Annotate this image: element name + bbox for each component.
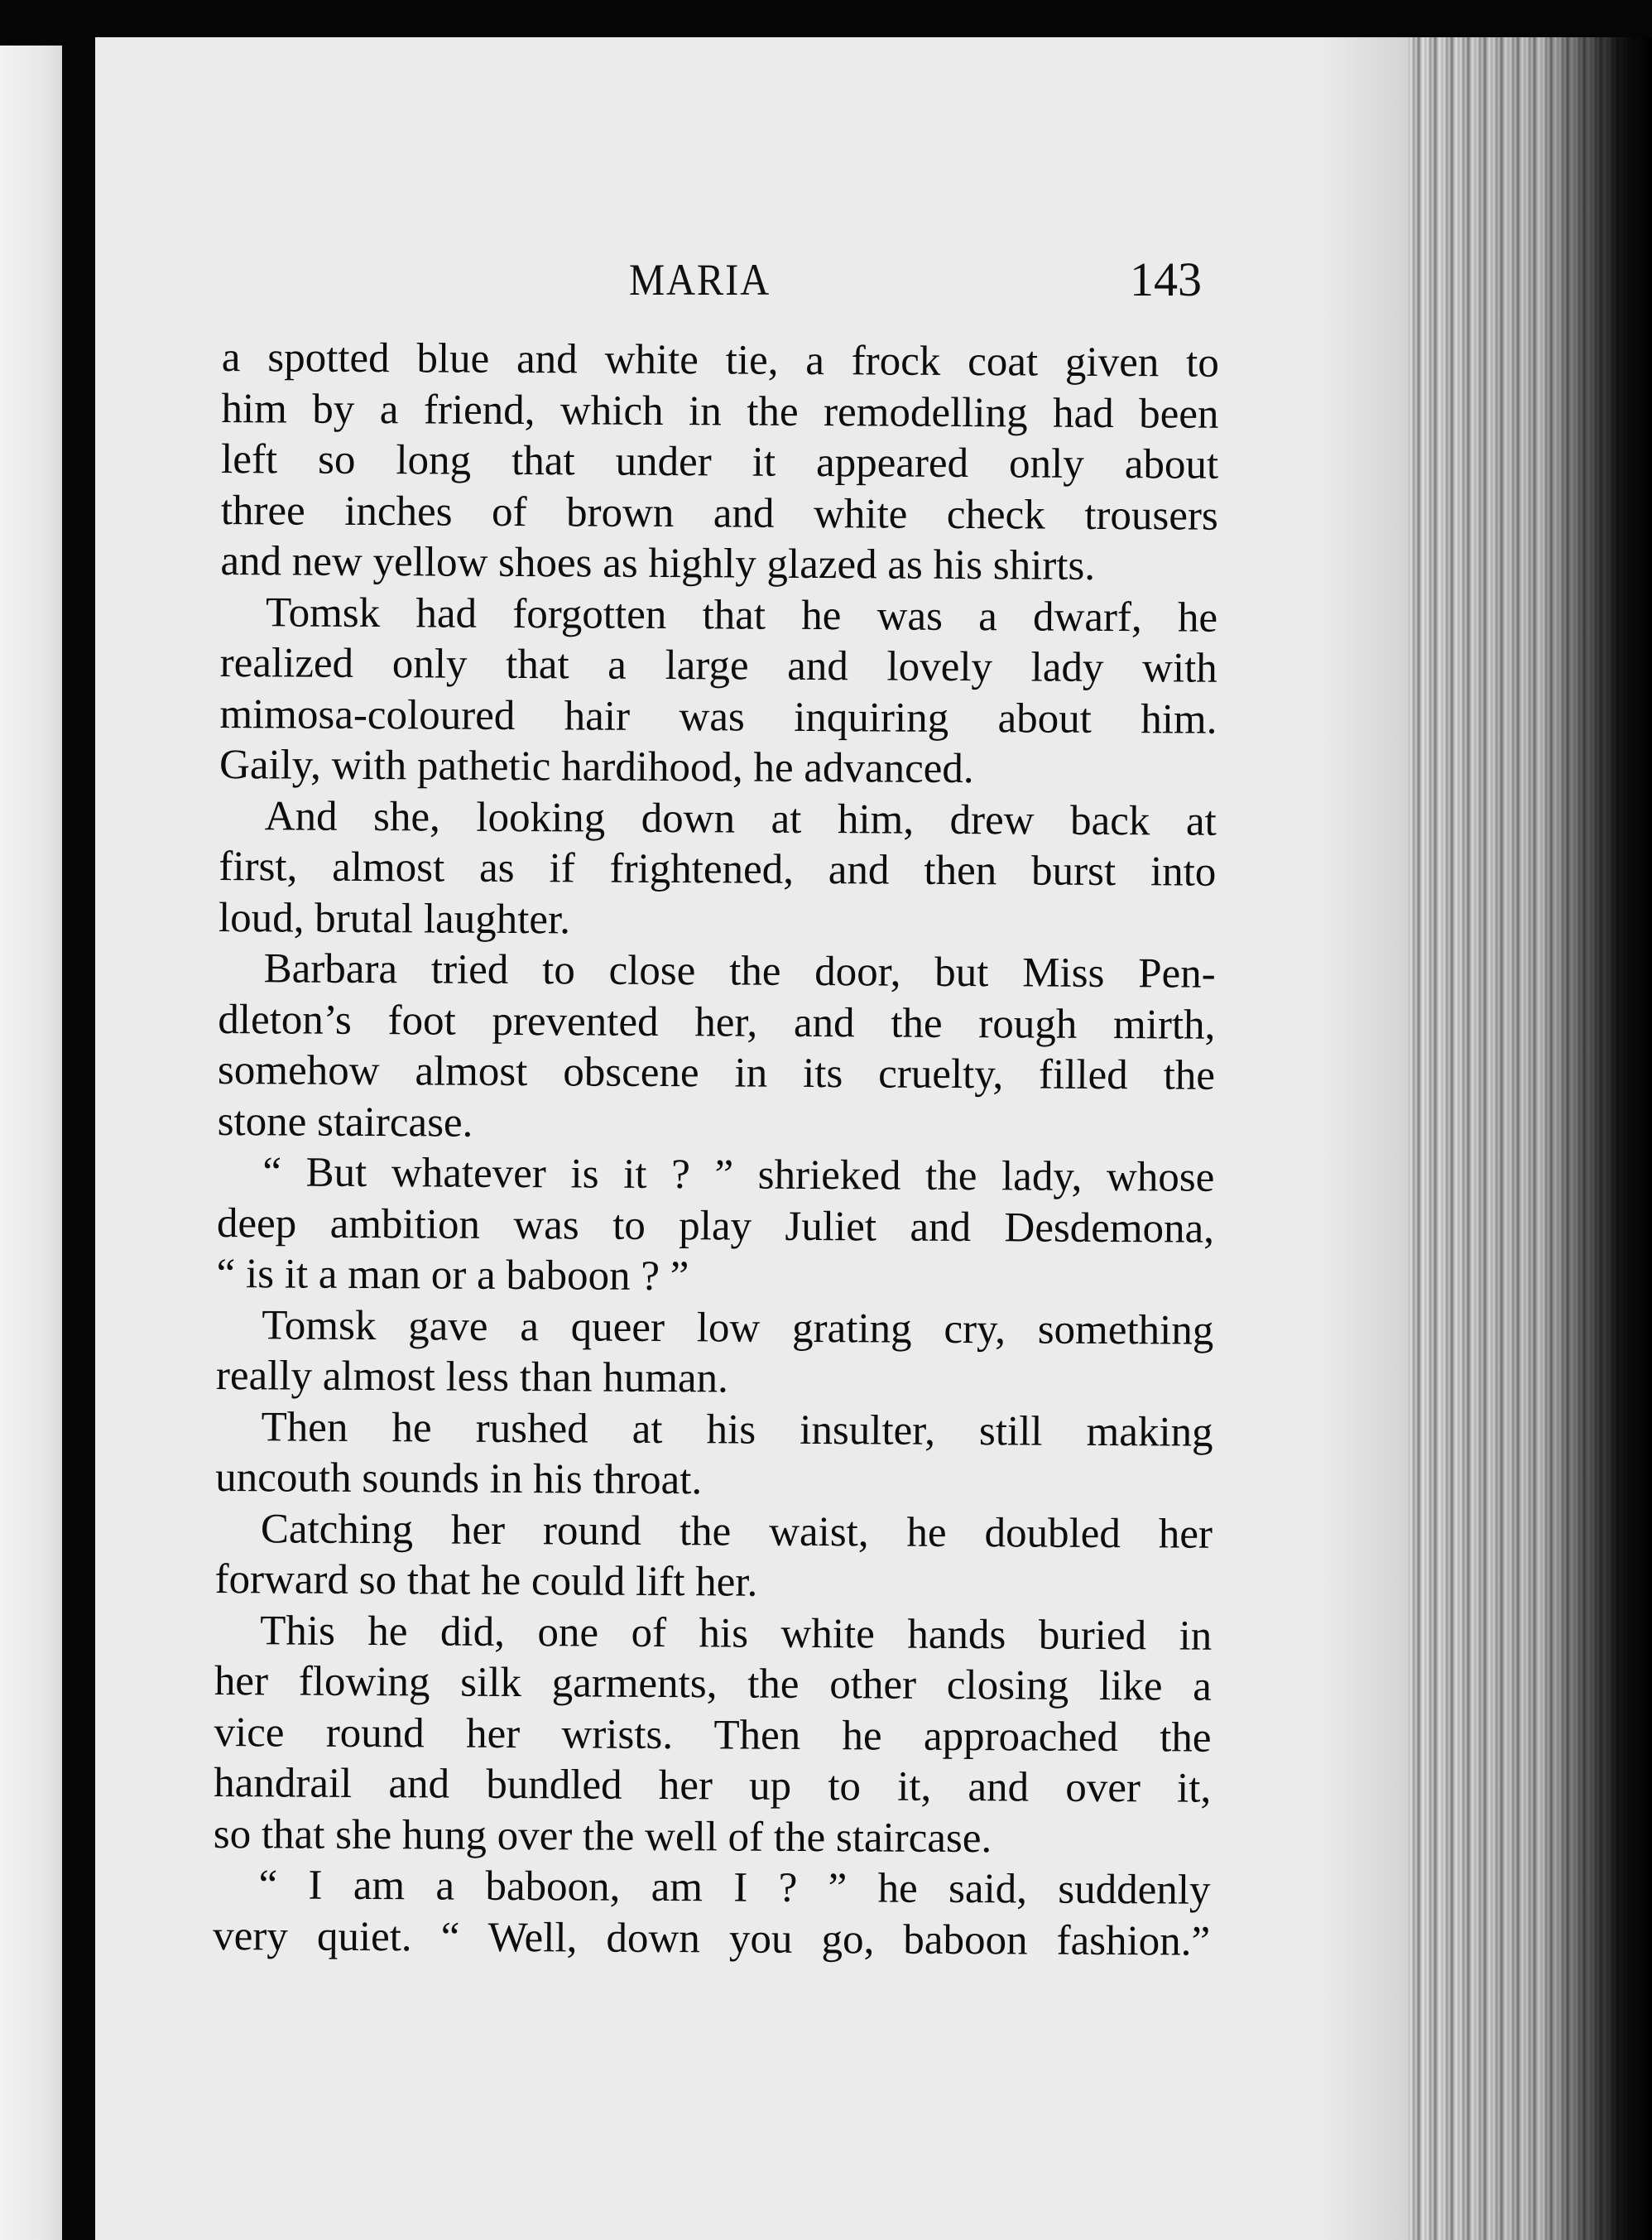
text-line: vice round her wrists. Then he approached the [214,1709,1212,1762]
text-line: mimosa-coloured hair was inquiring about him. [219,690,1217,743]
text-line: Gaily, with pathetic hardihood, he advanced. [219,741,974,793]
text-line: her flowing silk garments, the other closing like a [214,1657,1213,1710]
left-page-edge [0,46,62,2240]
text-line: Tomsk gave a queer low grating cry, something [262,1301,1214,1354]
page-number: 143 [1130,252,1202,306]
text-line: realized only that a large and lovely lady with [219,639,1217,692]
text-line: a spotted blue and white tie, a frock coat given to [221,334,1219,387]
text-line: very quiet. “ Well, down you go, baboon fashion.” [213,1912,1211,1965]
text-line: dleton’s foot prevented her, and the rough mirth, [218,996,1216,1049]
book-gutter [62,46,95,2240]
text-line: three inches of brown and white check trousers [220,487,1218,540]
text-line: really almost less than human. [215,1352,729,1402]
text-line: forward so that he could lift her. [214,1555,758,1606]
text-line: handrail and bundled her up to it, and over it, [214,1759,1212,1812]
text-line: “ I am a baboon, am I ? ” he said, suddenly [258,1862,1211,1914]
running-title: MARIA [629,255,771,305]
text-line: somehow almost obscene in its cruelty, filled the [217,1046,1216,1099]
body-text [213,333,1219,1968]
text-line: “ But whatever is it ? ” shrieked the lady, whose [262,1149,1215,1201]
page-stack-fore-edge [1407,37,1652,2240]
text-line: loud, brutal laughter. [218,894,571,943]
text-line: so that she hung over the well of the staircase. [213,1810,992,1862]
text-line: first, almost as if frightened, and then burst into [219,843,1217,896]
text-line: Barbara tried to close the door, but Miss Pen- [263,945,1216,997]
text-line: left so long that under it appeared only about [220,435,1219,488]
text-line: Tomsk had forgotten that he was a dwarf, he [265,589,1218,642]
text-line: Then he rushed at his insulter, still making [261,1403,1213,1456]
text-line: and new yellow shoes as highly glazed as his shirts. [220,537,1096,589]
text-line: Catching her round the waist, he doubled her [260,1505,1213,1558]
text-line: This he did, one of his white hands buried in [260,1607,1213,1660]
text-line: him by a friend, which in the remodelling had been [221,385,1219,438]
text-line: “ is it a man or a baboon ? ” [216,1250,689,1300]
text-line: deep ambition was to play Juliet and Desdemona, [216,1199,1215,1252]
text-line: And she, looking down at him, drew back at [264,792,1217,845]
page-curve-shadow [1316,37,1407,2240]
page-header [0,247,1652,313]
text-line: stone staircase. [217,1098,473,1146]
text-line: uncouth sounds in his throat. [215,1454,703,1504]
